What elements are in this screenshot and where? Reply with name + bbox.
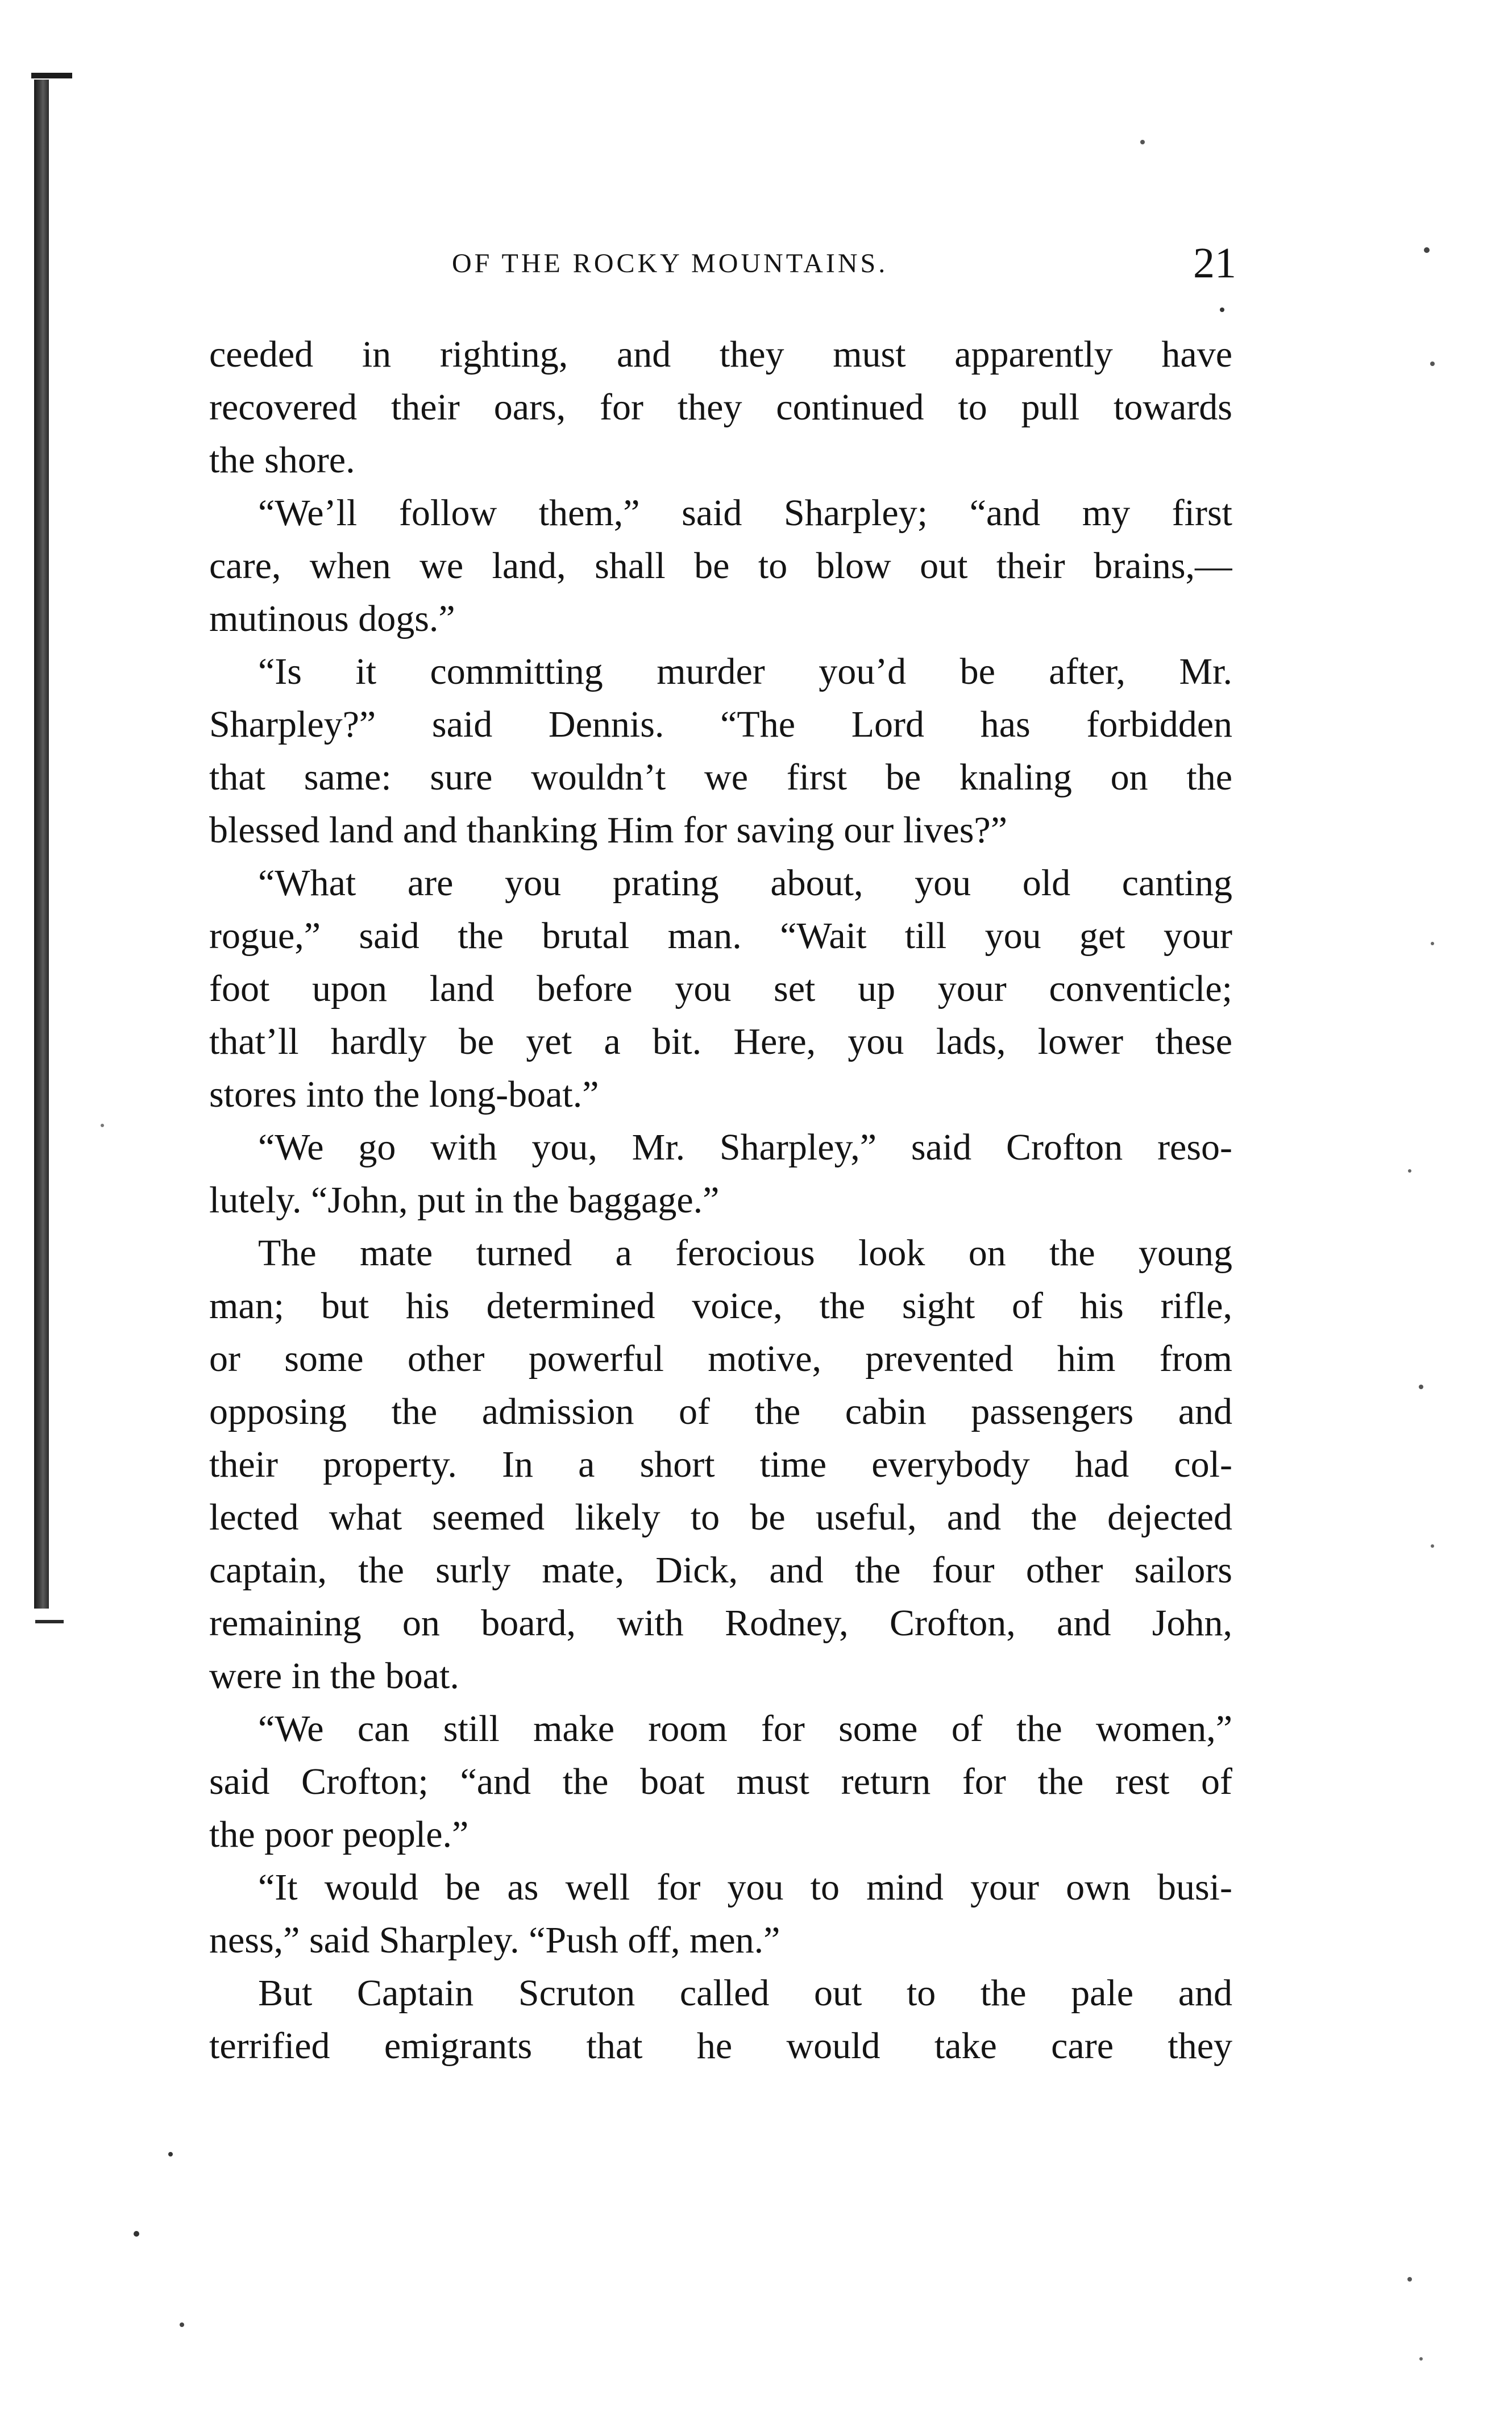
speck bbox=[1408, 1169, 1411, 1173]
text-line: captain, the surly mate, Dick, and the four other sailors bbox=[209, 1549, 1232, 1591]
speck bbox=[1220, 308, 1224, 312]
text-line: said Crofton; “and the boat must return for the rest of bbox=[209, 1761, 1232, 1802]
text-line: ceeded in righting, and they must apparently have bbox=[209, 334, 1232, 375]
text-line: their property. In a short time everybody had col- bbox=[209, 1444, 1232, 1485]
text-line: “Is it committing murder you’d be after, Mr. bbox=[258, 651, 1232, 692]
text-line: “What are you prating about, you old canting bbox=[258, 862, 1232, 904]
speck bbox=[168, 2152, 173, 2156]
text-line: “We go with you, Mr. Sharpley,” said Crofton reso- bbox=[258, 1127, 1232, 1168]
text-line: mutinous dogs.” bbox=[209, 598, 455, 639]
text-line: terrified emigrants that he would take care they bbox=[209, 2025, 1232, 2067]
text-line: lutely. “John, put in the baggage.” bbox=[209, 1179, 720, 1221]
text-line: The mate turned a ferocious look on the young bbox=[258, 1232, 1232, 1274]
text-line: ness,” said Sharpley. “Push off, men.” bbox=[209, 1919, 780, 1961]
text-line: “It would be as well for you to mind your own busi- bbox=[258, 1867, 1232, 1908]
text-line: lected what seemed likely to be useful, and the dejected bbox=[209, 1497, 1232, 1538]
text-line: foot upon land before you set up your conventicle; bbox=[209, 968, 1232, 1009]
text-line: But Captain Scruton called out to the pale and bbox=[258, 1972, 1232, 2014]
speck bbox=[1407, 2277, 1412, 2282]
speck bbox=[134, 2231, 139, 2237]
text-line: the shore. bbox=[209, 439, 355, 481]
speck bbox=[1431, 942, 1434, 945]
text-line: that same: sure wouldn’t we first be knaling on the bbox=[209, 757, 1232, 798]
speck bbox=[1431, 1544, 1434, 1548]
speck bbox=[1140, 140, 1145, 144]
page-number: 21 bbox=[1193, 239, 1236, 287]
text-line: remaining on board, with Rodney, Crofton, and John, bbox=[209, 1602, 1232, 1644]
text-line: the poor people.” bbox=[209, 1814, 469, 1855]
text-line: or some other powerful motive, prevented him from bbox=[209, 1338, 1232, 1379]
text-line: “We can still make room for some of the women,” bbox=[258, 1708, 1232, 1750]
text-line: opposing the admission of the cabin passengers and bbox=[209, 1391, 1232, 1432]
text-line: Sharpley?” said Dennis. “The Lord has forbidden bbox=[209, 704, 1232, 745]
speck bbox=[1419, 2357, 1423, 2361]
running-head: OF THE ROCKY MOUNTAINS. bbox=[452, 248, 888, 279]
text-line: that’ll hardly be yet a bit. Here, you lads, lower these bbox=[209, 1021, 1232, 1062]
text-line: stores into the long-boat.” bbox=[209, 1074, 599, 1115]
text-line: recovered their oars, for they continued to pull towards bbox=[209, 387, 1232, 428]
text-line: man; but his determined voice, the sight of his rifle, bbox=[209, 1285, 1232, 1327]
speck bbox=[101, 1124, 104, 1127]
text-line: rogue,” said the brutal man. “Wait till you get your bbox=[209, 915, 1232, 957]
speck bbox=[180, 2322, 184, 2327]
speck bbox=[1430, 362, 1435, 366]
text-line: care, when we land, shall be to blow out their brains,— bbox=[209, 545, 1232, 587]
text-line: were in the boat. bbox=[209, 1655, 459, 1697]
text-line: “We’ll follow them,” said Sharpley; “and my first bbox=[258, 492, 1232, 534]
speck bbox=[1424, 247, 1430, 253]
speck bbox=[1419, 1385, 1423, 1389]
text-line: blessed land and thanking Him for saving our lives?” bbox=[209, 809, 1008, 851]
